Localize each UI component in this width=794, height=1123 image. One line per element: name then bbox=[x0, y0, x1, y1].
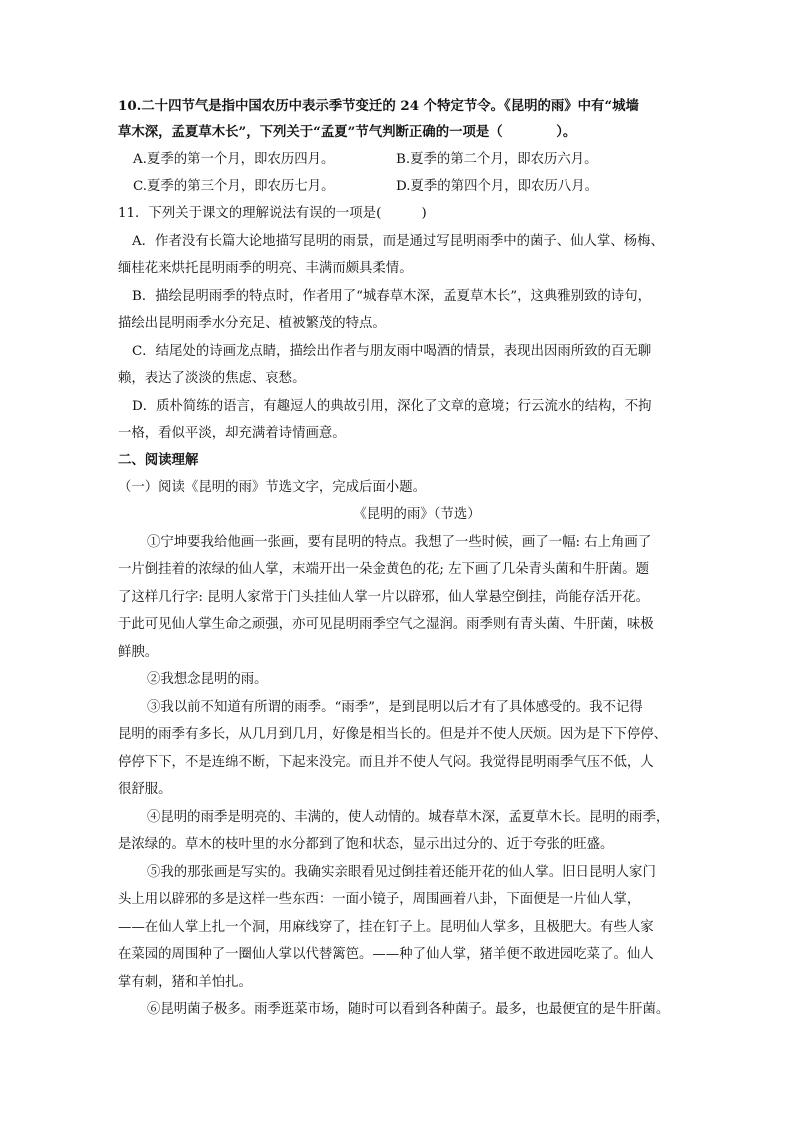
paragraph-4-line-1: ④昆明的雨季是明亮的、丰满的，使人动情的。城春草木深，孟夏草木长。昆明的雨季， bbox=[147, 810, 670, 825]
section-heading: 二、阅读理解 bbox=[118, 452, 199, 468]
paragraph-1-line-3: 了这样几行字: 昆明人家常于门头挂仙人掌一片以辟邪，仙人掌悬空倒挂，尚能存活开花。 bbox=[118, 590, 649, 605]
paragraph-5-line-1: ⑤我的那张画是写实的。我确实亲眼看见过倒挂着还能开花的仙人掌。旧日昆明人家门 bbox=[147, 865, 656, 880]
paragraph-5-line-3: ——在仙人掌上扎一个洞，用麻线穿了，挂在钉子上。昆明仙人掌多，且极肥大。有些人家 bbox=[118, 920, 654, 935]
paragraph-1-line-2: 一片倒挂着的浓绿的仙人掌，末端开出一朵金黄色的花; 左下画了几朵青头菌和牛肝菌。题 bbox=[118, 562, 649, 577]
paragraph-3-line-1: ③我以前不知道有所谓的雨季。“雨季”，是到昆明以后才有了具体感受的。我不记得 bbox=[147, 700, 643, 715]
section-intro: （一）阅读《昆明的雨》节选文字，完成后面小题。 bbox=[118, 480, 426, 495]
paragraph-1-line-4: 于此可见仙人掌生命之顽强，亦可见昆明雨季空气之湿润。雨季则有青头菌、牛肝菌，味极 bbox=[118, 617, 654, 632]
paragraph-3-line-3: 停停下下，不是连绵不断，下起来没完。而且并不使人气闷。我觉得昆明雨季气压不低，人 bbox=[118, 755, 654, 770]
question-11-option-d-line-1: D．质朴简练的语言，有趣逗人的典故引用，深化了文章的意境；行云流水的结构，不拘 bbox=[132, 399, 652, 414]
paragraph-2: ②我想念昆明的雨。 bbox=[147, 672, 268, 687]
paragraph-5-line-5: 掌有刺，猪和羊怕扎。 bbox=[118, 975, 252, 990]
question-11-option-d-line-2: 一格，看似平淡，却充满着诗情画意。 bbox=[118, 426, 346, 441]
question-10-option-a: A.夏季的第一个月，即农历四月。 bbox=[133, 152, 335, 167]
question-10-option-d: D.夏季的第四个月，即农历八月。 bbox=[396, 179, 598, 194]
question-11-option-a-line-1: A．作者没有长篇大论地描写昆明的雨景，而是通过写昆明雨季中的菌子、仙人掌、杨梅、 bbox=[132, 234, 664, 249]
question-11-option-b-line-1: B．描绘昆明雨季的特点时，作者用了“城春草木深，孟夏草木长”，这典雅别致的诗句， bbox=[132, 289, 651, 304]
question-10-stem-line-2: 草木深，孟夏草木长”，下列关于“孟夏”节气判断正确的一项是（ ）。 bbox=[118, 124, 577, 140]
question-10-option-c: C.夏季的第三个月，即农历七月。 bbox=[133, 179, 335, 194]
paragraph-3-line-4: 很舒服。 bbox=[118, 782, 172, 797]
paragraph-5-line-2: 头上用以辟邪的多是这样一些东西：一面小镜子，周围画着八卦，下面便是一片仙人掌， bbox=[118, 892, 641, 907]
paragraph-1-line-5: 鲜腴。 bbox=[118, 645, 159, 660]
passage-title: 《昆明的雨》（节选） bbox=[353, 507, 481, 522]
paragraph-6-line-1: ⑥昆明菌子极多。雨季逛菜市场，随时可以看到各种菌子。最多，也最便宜的是牛肝菌。 bbox=[147, 1002, 670, 1017]
paragraph-1-line-1: ①宁坤要我给他画一张画，要有昆明的特点。我想了一些时候，画了一幅: 右上角画了 bbox=[147, 535, 652, 550]
question-11-option-c-line-1: C．结尾处的诗画龙点睛，描绘出作者与朋友雨中喝酒的情景，表现出因雨所致的百无聊 bbox=[132, 344, 652, 359]
question-11-option-a-line-2: 缅桂花来烘托昆明雨季的明亮、丰满而颇具柔情。 bbox=[118, 261, 413, 276]
question-11-option-c-line-2: 赖，表达了淡淡的焦虑、哀愁。 bbox=[118, 371, 306, 386]
question-10-option-b: B.夏季的第二个月，即农历六月。 bbox=[396, 152, 598, 167]
paragraph-4-line-2: 是浓绿的。草木的枝叶里的水分都到了饱和状态，显示出过分的、近于夸张的旺盛。 bbox=[118, 837, 614, 852]
paragraph-3-line-2: 昆明的雨季有多长，从几月到几月，好像是相当长的。但是并不使人厌烦。因为是下下停停、 bbox=[118, 727, 668, 742]
question-10-stem-line-1: 10.二十四节气是指中国农历中表示季节变迁的 24 个特定节令。《昆明的雨》中有“城墙 bbox=[118, 98, 639, 114]
question-11-option-b-line-2: 描绘出昆明雨季水分充足、植被繁茂的特点。 bbox=[118, 316, 386, 331]
paragraph-5-line-4: 在菜园的周围种了一圈仙人掌以代替篱笆。——种了仙人掌，猪羊便不敢进园吃菜了。仙人 bbox=[118, 947, 654, 962]
question-11-stem: 11．下列关于课文的理解说法有误的一项是( ) bbox=[118, 206, 427, 221]
